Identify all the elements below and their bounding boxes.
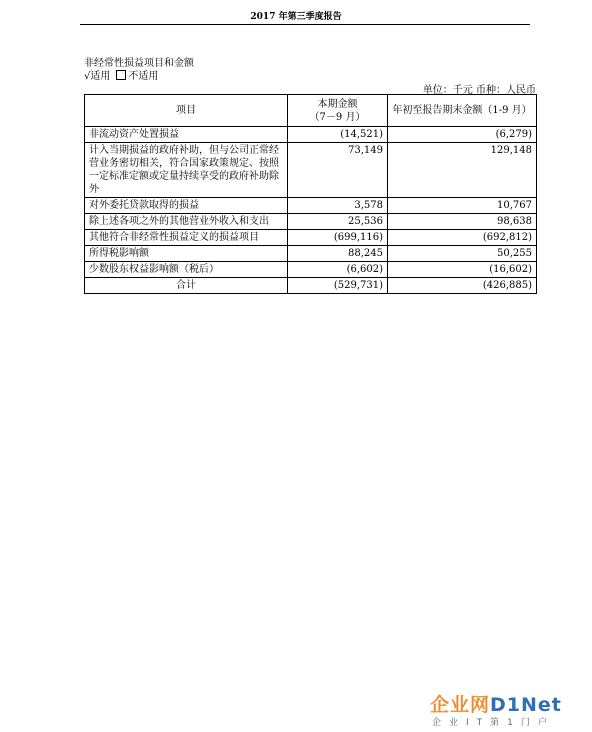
row-current: (14,521) (288, 127, 388, 143)
row-current: 88,245 (288, 246, 388, 262)
table-row (85, 127, 537, 143)
row-ytd: 50,255 (388, 246, 537, 262)
row-current: 25,536 (288, 214, 388, 230)
row-ytd: 98,638 (388, 214, 537, 230)
row-item: 少数股东权益影响额（税后） (85, 262, 288, 278)
row-item: 除上述各项之外的其他营业外收入和支出 (85, 214, 288, 230)
header-current-line2: （7－9 月） (309, 111, 366, 123)
row-current: 3,578 (288, 198, 388, 214)
row-current: (6,602) (288, 262, 388, 278)
section-title: 非经常性损益项目和金额 (84, 58, 194, 69)
d1net-watermark-logo (430, 690, 590, 732)
applicable-option: √适用 (84, 71, 111, 82)
row-item: 计入当期损益的政府补助，但与公司正常经营业务密切相关，符合国家政策规定、按照一定标准定额或定量持续享受的政府补助除外 (85, 143, 288, 198)
row-ytd: 129,148 (388, 143, 537, 198)
total-current: (529,731) (288, 278, 388, 294)
not-applicable-option: 不适用 (128, 71, 159, 82)
table-row (85, 214, 537, 230)
header-ytd: 年初至报告期末金额（1-9 月） (388, 95, 537, 127)
header-current-line1: 本期金额 (317, 98, 358, 110)
header-current-period (288, 95, 388, 127)
row-item: 所得税影响额 (85, 246, 288, 262)
row-item: 其他符合非经常性损益定义的损益项目 (85, 230, 288, 246)
row-ytd: 10,767 (388, 198, 537, 214)
header-item: 项目 (85, 95, 288, 127)
table-row (85, 230, 537, 246)
table-row (85, 143, 537, 198)
total-label: 合计 (85, 278, 288, 294)
watermark-main (430, 690, 562, 717)
report-header-title: 2017 年第三季度报告 (250, 12, 342, 22)
row-ytd: (6,279) (388, 127, 537, 143)
non-recurring-gains-table (84, 94, 537, 294)
table-row (85, 198, 537, 214)
checkbox-icon (116, 70, 126, 80)
header-rule (80, 24, 530, 25)
applicability-line (84, 67, 158, 82)
row-ytd: (16,602) (388, 262, 537, 278)
table-row (85, 262, 537, 278)
watermark-sub: 企业IT第1门户 (432, 718, 555, 728)
table-header-row (85, 95, 537, 127)
row-item: 对外委托贷款取得的损益 (85, 198, 288, 214)
row-ytd: (692,812) (388, 230, 537, 246)
unit-currency-line: 单位：千元 币种：人民币 (422, 85, 536, 96)
watermark-main-en: D1Net (490, 694, 562, 716)
watermark-main-cn: 企业网 (430, 694, 491, 716)
total-row (85, 278, 537, 294)
row-current: 73,149 (288, 143, 388, 198)
table-row (85, 246, 537, 262)
row-item: 非流动资产处置损益 (85, 127, 288, 143)
row-current: (699,116) (288, 230, 388, 246)
total-ytd: (426,885) (388, 278, 537, 294)
